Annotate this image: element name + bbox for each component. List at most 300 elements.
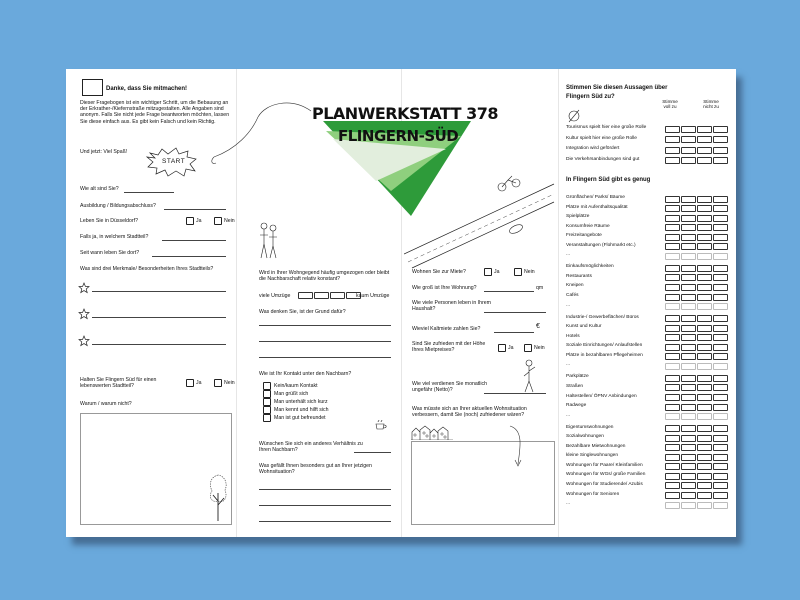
rating-cell[interactable] [665, 147, 680, 154]
rating-cell[interactable] [697, 126, 712, 133]
rating-row-label: Kunst und Kultur [566, 324, 602, 330]
rating-row-label: Eigentumswohnungen [566, 424, 614, 430]
rating-scale[interactable] [665, 482, 728, 489]
rating-cell[interactable] [665, 425, 680, 432]
rating-cell[interactable] [713, 315, 728, 322]
rating-cell[interactable] [697, 243, 712, 250]
rating-cell[interactable] [697, 353, 712, 360]
rent-no-checkbox[interactable] [514, 268, 522, 276]
rating-row-label: Freizeitangebote [566, 233, 602, 239]
rating-cell[interactable] [665, 463, 680, 470]
rating-cell[interactable] [681, 224, 696, 231]
rating-cell[interactable] [681, 502, 696, 509]
rating-row-label: Cafés [566, 293, 579, 298]
rating-row-label: kleine Singlewohnungen [566, 453, 619, 459]
size-line[interactable] [484, 291, 534, 292]
rating-cell[interactable] [713, 234, 728, 241]
rating-cell[interactable] [665, 353, 680, 360]
coldrent-question: Wieviel Kaltmiete zahlen Sie? [412, 326, 481, 332]
like-line[interactable] [259, 521, 391, 522]
rating-scale[interactable] [665, 394, 728, 401]
rating-cell[interactable] [665, 126, 680, 133]
rating-cell[interactable] [665, 205, 680, 212]
rating-row-label: ... [566, 412, 570, 418]
yes-label: Ja [196, 380, 202, 386]
duesseldorf-question: Leben Sie in Düsseldorf? [80, 218, 138, 224]
rating-row-label: Soziale Einrichtungen/ Anlaufstellen [566, 343, 643, 349]
pin-arrow [506, 424, 528, 469]
rating-scale[interactable] [665, 363, 728, 370]
people-icon [258, 222, 280, 260]
rating-scale[interactable] [665, 334, 728, 341]
rating-cell[interactable] [665, 384, 680, 391]
rating-cell[interactable] [713, 363, 728, 370]
rating-cell[interactable] [697, 224, 712, 231]
rating-row-label: Parkplätze [566, 374, 589, 380]
rating-cell[interactable] [713, 136, 728, 143]
rating-cell[interactable] [665, 265, 680, 272]
since-line[interactable] [152, 256, 226, 257]
reason-line[interactable] [259, 341, 391, 342]
rating-scale[interactable] [665, 384, 728, 391]
rating-scale[interactable] [665, 344, 728, 351]
rating-cell[interactable] [681, 147, 696, 154]
rating-cell[interactable] [713, 463, 728, 470]
enough-title: In Flingern Süd gibt es genug [566, 177, 651, 183]
size-question: Wie groß ist Ihre Wohnung? [412, 285, 477, 291]
rating-cell[interactable] [665, 274, 680, 281]
rating-cell[interactable] [681, 284, 696, 291]
rating-scale[interactable] [665, 413, 728, 420]
rating-cell[interactable] [697, 215, 712, 222]
rating-cell[interactable] [713, 404, 728, 411]
rating-cell[interactable] [713, 196, 728, 203]
income-line[interactable] [484, 393, 546, 394]
go-text: Und jetzt: Viel Spaß! [80, 149, 128, 155]
rating-scale[interactable] [665, 274, 728, 281]
rating-cell[interactable] [697, 196, 712, 203]
rating-cell[interactable] [665, 502, 680, 509]
satisfied-no-checkbox[interactable] [524, 344, 532, 352]
rating-cell[interactable] [713, 205, 728, 212]
rating-scale[interactable] [665, 353, 728, 360]
rating-row-label: ... [566, 362, 570, 368]
rating-cell[interactable] [713, 265, 728, 272]
rating-cell[interactable] [697, 315, 712, 322]
rating-scale[interactable] [665, 157, 728, 164]
age-question: Wie alt sind Sie? [80, 186, 119, 192]
rating-cell[interactable] [665, 243, 680, 250]
rating-cell[interactable] [713, 224, 728, 231]
rating-cell[interactable] [713, 334, 728, 341]
rating-row-label: Wohnungen für WGs/ große Familien [566, 472, 646, 478]
satisfied-question: Sind Sie zufrieden mit der Höhe Ihres Mietpreises? [412, 341, 486, 354]
rating-row-label: ... [566, 252, 570, 258]
rating-cell[interactable] [713, 492, 728, 499]
rating-scale[interactable] [665, 294, 728, 301]
rating-cell[interactable] [681, 325, 696, 332]
rating-cell[interactable] [713, 482, 728, 489]
contact-option-checkbox[interactable] [263, 406, 271, 414]
rating-row-label: Restaurants [566, 273, 592, 279]
star-icon [78, 308, 90, 320]
reason-line[interactable] [259, 357, 391, 358]
features-question: Was sind drei Merkmale/ Besonderheiten Ihres Stadtteils? [80, 266, 214, 272]
rating-cell[interactable] [697, 157, 712, 164]
reason-line[interactable] [259, 325, 391, 326]
livable-question: Halten Sie Flingern Süd für einen lebenswerten Stadtteil? [80, 377, 157, 390]
squiggle-line [206, 99, 316, 169]
rent-yes-checkbox[interactable] [484, 268, 492, 276]
rating-cell[interactable] [697, 303, 712, 310]
rating-cell[interactable] [665, 325, 680, 332]
rating-cell[interactable] [681, 205, 696, 212]
rating-cell[interactable] [681, 482, 696, 489]
rating-cell[interactable] [665, 375, 680, 382]
rating-row-label: Straßen [566, 383, 584, 389]
rating-scale[interactable] [665, 265, 728, 272]
district-line[interactable] [162, 240, 226, 241]
rating-cell[interactable] [665, 435, 680, 442]
feature-line[interactable] [92, 344, 226, 345]
rating-cell[interactable] [697, 394, 712, 401]
district-question: Falls ja, in welchem Stadtteil? [80, 234, 149, 240]
rating-scale[interactable] [665, 463, 728, 470]
few-moves-label: kaum Umzüge [356, 293, 390, 299]
rating-scale[interactable] [665, 147, 728, 154]
rating-row-label: Kultur spielt hier eine große Rolle [566, 135, 637, 141]
rating-cell[interactable] [713, 344, 728, 351]
rating-scale[interactable] [665, 303, 728, 310]
rating-cell[interactable] [665, 234, 680, 241]
rating-cell[interactable] [713, 375, 728, 382]
rating-cell[interactable] [697, 425, 712, 432]
rating-scale[interactable] [665, 234, 728, 241]
livable-no-checkbox[interactable] [214, 379, 222, 387]
crossed-circle-icon [566, 109, 582, 123]
contact-option-label: Man grüßt sich [274, 391, 309, 397]
rating-cell[interactable] [665, 473, 680, 480]
agree-head: Stimme voll zu [662, 99, 678, 110]
rating-cell[interactable] [681, 463, 696, 470]
rating-scale[interactable] [665, 253, 728, 260]
reason-question: Was denken Sie, ist der Grund dafür? [259, 309, 346, 315]
contact-option-label: Man kennt und hilft sich [274, 407, 329, 413]
rating-scale[interactable] [665, 473, 728, 480]
rating-cell[interactable] [697, 136, 712, 143]
rating-scale[interactable] [665, 325, 728, 332]
rating-cell[interactable] [681, 315, 696, 322]
rating-cell[interactable] [713, 444, 728, 451]
houses-icon [411, 424, 453, 440]
rating-cell[interactable] [697, 274, 712, 281]
coffee-cup-icon [374, 419, 388, 431]
questionnaire-sheet [66, 69, 736, 537]
rating-cell[interactable] [713, 243, 728, 250]
rating-scale[interactable] [665, 196, 728, 203]
rating-cell[interactable] [697, 463, 712, 470]
rating-row-label: Radwege [566, 403, 587, 409]
improve-answer-box[interactable] [411, 441, 555, 525]
rating-row-label: Einkaufsmöglichkeiten [566, 264, 614, 270]
rating-cell[interactable] [697, 454, 712, 461]
rating-cell[interactable] [665, 413, 680, 420]
persons-question: Wie viele Personen leben in Ihrem Haushalt? [412, 300, 492, 313]
rating-cell[interactable] [697, 502, 712, 509]
rating-cell[interactable] [697, 363, 712, 370]
rating-scale[interactable] [665, 404, 728, 411]
contact-option-checkbox[interactable] [263, 390, 271, 398]
rating-scale[interactable] [665, 126, 728, 133]
rating-cell[interactable] [697, 413, 712, 420]
intro-paragraph: Dieser Fragebogen ist ein wichtiger Schritt, um die Bebauung an der Erkrather-/Kiefernstraße mitzugestalten. Alle Angaben sind anonym. Falls Sie nicht jede Frage beantworten möchten, lassen Sie diese einfach aus. Es gibt kein Falsch und kein Richtig. [80, 100, 230, 125]
rating-cell[interactable] [665, 253, 680, 260]
rating-cell[interactable] [665, 157, 680, 164]
rating-scale[interactable] [665, 243, 728, 250]
rating-row-label: Wohnungen für Studierende/ Azubis [566, 481, 643, 487]
moves-question: Wird in Ihrer Wohngegend häufig umgezogen oder bleibt die Nachbarschaft relativ konstant? [259, 270, 390, 283]
coldrent-line[interactable] [494, 332, 534, 333]
rating-cell[interactable] [681, 435, 696, 442]
rating-cell[interactable] [713, 126, 728, 133]
rating-cell[interactable] [681, 303, 696, 310]
feature-line[interactable] [92, 317, 226, 318]
rating-row-label: Integration wird gefördert [566, 146, 620, 151]
since-question: Seit wann leben Sie dort? [80, 250, 140, 256]
rating-cell[interactable] [713, 325, 728, 332]
contact-option-checkbox[interactable] [263, 414, 271, 422]
duesseldorf-no-checkbox[interactable] [214, 217, 222, 225]
rating-cell[interactable] [681, 196, 696, 203]
rating-row-label: Industrie-/ Gewerbeflächen/ Büros [566, 314, 639, 320]
rating-scale[interactable] [665, 136, 728, 143]
rating-scale[interactable] [665, 435, 728, 442]
like-line[interactable] [259, 505, 391, 506]
title-line1: PLANWERKSTATT 378 [312, 104, 498, 123]
rating-cell[interactable] [713, 253, 728, 260]
rating-row-label: Sozialwohnungen [566, 434, 604, 440]
rating-cell[interactable] [681, 473, 696, 480]
rating-cell[interactable] [713, 502, 728, 509]
rating-cell[interactable] [697, 294, 712, 301]
rating-cell[interactable] [697, 284, 712, 291]
rating-cell[interactable] [665, 492, 680, 499]
start-label: START [162, 158, 186, 165]
rating-cell[interactable] [697, 325, 712, 332]
rating-cell[interactable] [713, 473, 728, 480]
rating-cell[interactable] [681, 444, 696, 451]
contact-option-checkbox[interactable] [263, 398, 271, 406]
rating-scale[interactable] [665, 205, 728, 212]
rating-cell[interactable] [697, 344, 712, 351]
rating-cell[interactable] [713, 435, 728, 442]
rating-cell[interactable] [665, 444, 680, 451]
rating-cell[interactable] [713, 303, 728, 310]
agree-title-text: Stimmen Sie diesen Aussagen über Flingern Süd zu? [566, 85, 668, 100]
age-line[interactable] [124, 192, 174, 193]
rating-cell[interactable] [665, 404, 680, 411]
rating-cell[interactable] [681, 425, 696, 432]
duesseldorf-yes-checkbox[interactable] [186, 217, 194, 225]
rating-cell[interactable] [681, 265, 696, 272]
rating-cell[interactable] [681, 454, 696, 461]
rating-cell[interactable] [697, 334, 712, 341]
rating-cell[interactable] [697, 205, 712, 212]
rating-cell[interactable] [665, 136, 680, 143]
rating-row-label: ... [566, 302, 570, 308]
rating-scale[interactable] [665, 492, 728, 499]
rating-cell[interactable] [665, 334, 680, 341]
rating-row-label: ... [566, 501, 570, 507]
rating-cell[interactable] [681, 413, 696, 420]
yes-label: Ja [196, 218, 202, 224]
moves-scale[interactable] [298, 292, 361, 299]
rating-cell[interactable] [697, 375, 712, 382]
rating-row-label: Plätze in bezahlbaren Pflegeheimen [566, 352, 643, 358]
rating-cell[interactable] [681, 157, 696, 164]
rating-row-label: Veranstaltungen (Flohmarkt etc.) [566, 242, 636, 248]
rating-scale[interactable] [665, 284, 728, 291]
why-question: Warum / warum nicht? [80, 401, 132, 407]
rating-cell[interactable] [713, 353, 728, 360]
rating-cell[interactable] [713, 413, 728, 420]
rent-question: Wohnen Sie zur Miete? [412, 269, 466, 275]
rating-cell[interactable] [665, 344, 680, 351]
rating-row-label: Kneipen [566, 283, 584, 289]
rating-cell[interactable] [713, 294, 728, 301]
rating-cell[interactable] [681, 126, 696, 133]
rating-cell[interactable] [681, 363, 696, 370]
rating-cell[interactable] [681, 234, 696, 241]
rating-cell[interactable] [713, 425, 728, 432]
rating-cell[interactable] [681, 384, 696, 391]
rating-cell[interactable] [681, 243, 696, 250]
rating-cell[interactable] [713, 215, 728, 222]
rating-cell[interactable] [665, 482, 680, 489]
education-question: Ausbildung / Bildungsabschluss? [80, 203, 156, 209]
rating-cell[interactable] [697, 404, 712, 411]
star-icon [78, 282, 90, 294]
rating-cell[interactable] [713, 384, 728, 391]
rating-scale[interactable] [665, 315, 728, 322]
relation-line[interactable] [354, 452, 391, 453]
rating-cell[interactable] [665, 215, 680, 222]
person-thinking-icon [520, 359, 540, 393]
disagree-head: Stimme nicht zu [703, 99, 719, 110]
rating-cell[interactable] [681, 353, 696, 360]
rating-cell[interactable] [713, 454, 728, 461]
persons-line[interactable] [484, 312, 546, 313]
rating-cell[interactable] [681, 492, 696, 499]
livable-yes-checkbox[interactable] [186, 379, 194, 387]
rating-cell[interactable] [681, 344, 696, 351]
rating-row-label: Haltestellen/ ÖPNV Anbindungen [566, 393, 637, 399]
feature-line[interactable] [92, 291, 226, 292]
rating-row-label: Grünflächen/ Parks/ Bäume [566, 195, 625, 200]
contact-option-checkbox[interactable] [263, 382, 271, 390]
rating-cell[interactable] [697, 384, 712, 391]
thanks-heading: Danke, dass Sie mitmachen! [106, 86, 188, 92]
rating-cell[interactable] [697, 253, 712, 260]
yes-label: Ja [508, 345, 514, 351]
rating-cell[interactable] [697, 435, 712, 442]
rating-row-label: Konsumfreie Räume [566, 223, 610, 229]
like-line[interactable] [259, 489, 391, 490]
rating-row-label: Tourismus spielt hier eine große Rolle [566, 125, 647, 130]
rating-cell[interactable] [681, 375, 696, 382]
rating-cell[interactable] [697, 444, 712, 451]
income-question: Wie viel verdienen Sie monatlich ungefähr (Netto)? [412, 381, 487, 394]
rating-cell[interactable] [697, 482, 712, 489]
street-illustration [404, 174, 556, 269]
size-unit: qm [536, 285, 544, 291]
rating-scale[interactable] [665, 502, 728, 509]
rating-cell[interactable] [713, 157, 728, 164]
rating-cell[interactable] [665, 224, 680, 231]
euro-sign: € [536, 323, 540, 330]
rating-cell[interactable] [681, 294, 696, 301]
rating-cell[interactable] [697, 265, 712, 272]
rating-row-label: Hotels [566, 333, 580, 339]
rating-cell[interactable] [697, 234, 712, 241]
rating-cell[interactable] [681, 136, 696, 143]
rating-scale[interactable] [665, 224, 728, 231]
rating-cell[interactable] [665, 303, 680, 310]
no-label: Nein [224, 218, 235, 224]
rating-cell[interactable] [665, 294, 680, 301]
other-relation-question: Wünschen Sie sich ein anderes Verhältnis zu Ihren Nachbarn? [259, 441, 363, 454]
no-label: Nein [224, 380, 235, 386]
rating-cell[interactable] [697, 147, 712, 154]
rating-cell[interactable] [665, 454, 680, 461]
rating-cell[interactable] [713, 147, 728, 154]
contact-option-label: Man unterhält sich kurz [274, 399, 328, 405]
rating-cell[interactable] [665, 363, 680, 370]
rating-cell[interactable] [665, 394, 680, 401]
rating-cell[interactable] [713, 394, 728, 401]
education-line[interactable] [164, 209, 226, 210]
rating-scale[interactable] [665, 425, 728, 432]
rating-row-label: Bezahlbare Mietwohnungen [566, 443, 626, 449]
rating-cell[interactable] [713, 284, 728, 291]
contact-option-label: Man ist gut befreundet [274, 415, 326, 421]
rating-cell[interactable] [681, 274, 696, 281]
rating-scale[interactable] [665, 215, 728, 222]
rating-cell[interactable] [681, 215, 696, 222]
rating-cell[interactable] [681, 394, 696, 401]
rating-cell[interactable] [665, 196, 680, 203]
rating-cell[interactable] [681, 253, 696, 260]
title-line2: FLINGERN-SÜD [338, 127, 459, 145]
many-moves-label: viele Umzüge [259, 293, 291, 299]
yes-label: Ja [494, 269, 500, 275]
rating-cell[interactable] [665, 315, 680, 322]
no-label: Nein [524, 269, 535, 275]
rating-scale[interactable] [665, 454, 728, 461]
rating-cell[interactable] [697, 492, 712, 499]
rating-row-label: Plätze mit Aufenthaltsqualität [566, 204, 628, 210]
satisfied-yes-checkbox[interactable] [498, 344, 506, 352]
fold-line [558, 69, 559, 537]
rating-cell[interactable] [713, 274, 728, 281]
rating-scale[interactable] [665, 375, 728, 382]
rating-cell[interactable] [697, 473, 712, 480]
rating-cell[interactable] [681, 334, 696, 341]
rating-scale[interactable] [665, 444, 728, 451]
rating-cell[interactable] [665, 284, 680, 291]
rating-row-label: Spielplätze [566, 214, 590, 220]
rating-cell[interactable] [681, 404, 696, 411]
